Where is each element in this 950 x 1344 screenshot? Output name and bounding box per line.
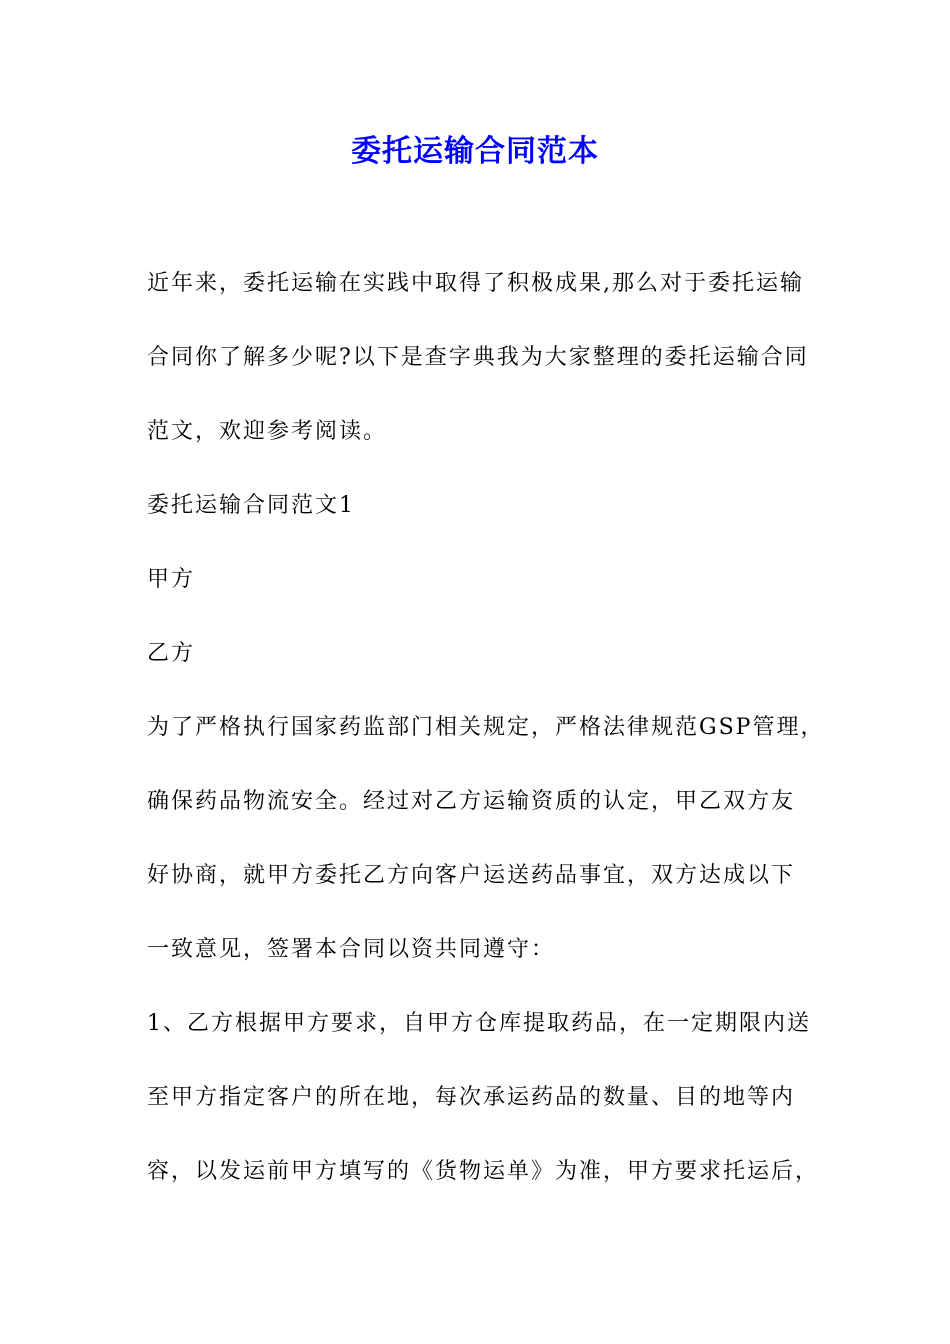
paragraph-line: 好协商，就甲方委托乙方向客户运送药品事宜，双方达成以下 [147, 863, 796, 888]
clause-line: 至甲方指定客户的所在地，每次承运药品的数量、目的地等内 [147, 1085, 796, 1110]
document-title: 委托运输合同范本 [351, 134, 599, 169]
paragraph-line: 确保药品物流安全。经过对乙方运输资质的认定，甲乙双方友 [147, 789, 796, 814]
clause-line: 容，以发运前甲方填写的《货物运单》为准，甲方要求托运后， [147, 1159, 820, 1184]
paragraph-line: 为了严格执行国家药监部门相关规定，严格法律规范GSP管理， [147, 715, 825, 740]
paragraph-line: 近年来，委托运输在实践中取得了积极成果,那么对于委托运输 [147, 271, 804, 296]
document-body [147, 264, 837, 1226]
party-b-label: 乙方 [147, 641, 196, 666]
paragraph-line: 一致意见，签署本合同以资共同遵守： [147, 937, 556, 962]
section-heading: 委托运输合同范文1 [147, 493, 355, 518]
clause-line: 1、乙方根据甲方要求，自甲方仓库提取药品，在一定期限内送 [147, 1011, 811, 1036]
party-a-label: 甲方 [147, 567, 196, 592]
paragraph-line: 范文，欢迎参考阅读。 [147, 419, 388, 444]
paragraph-line: 合同你了解多少呢?以下是查字典我为大家整理的委托运输合同 [147, 345, 809, 370]
